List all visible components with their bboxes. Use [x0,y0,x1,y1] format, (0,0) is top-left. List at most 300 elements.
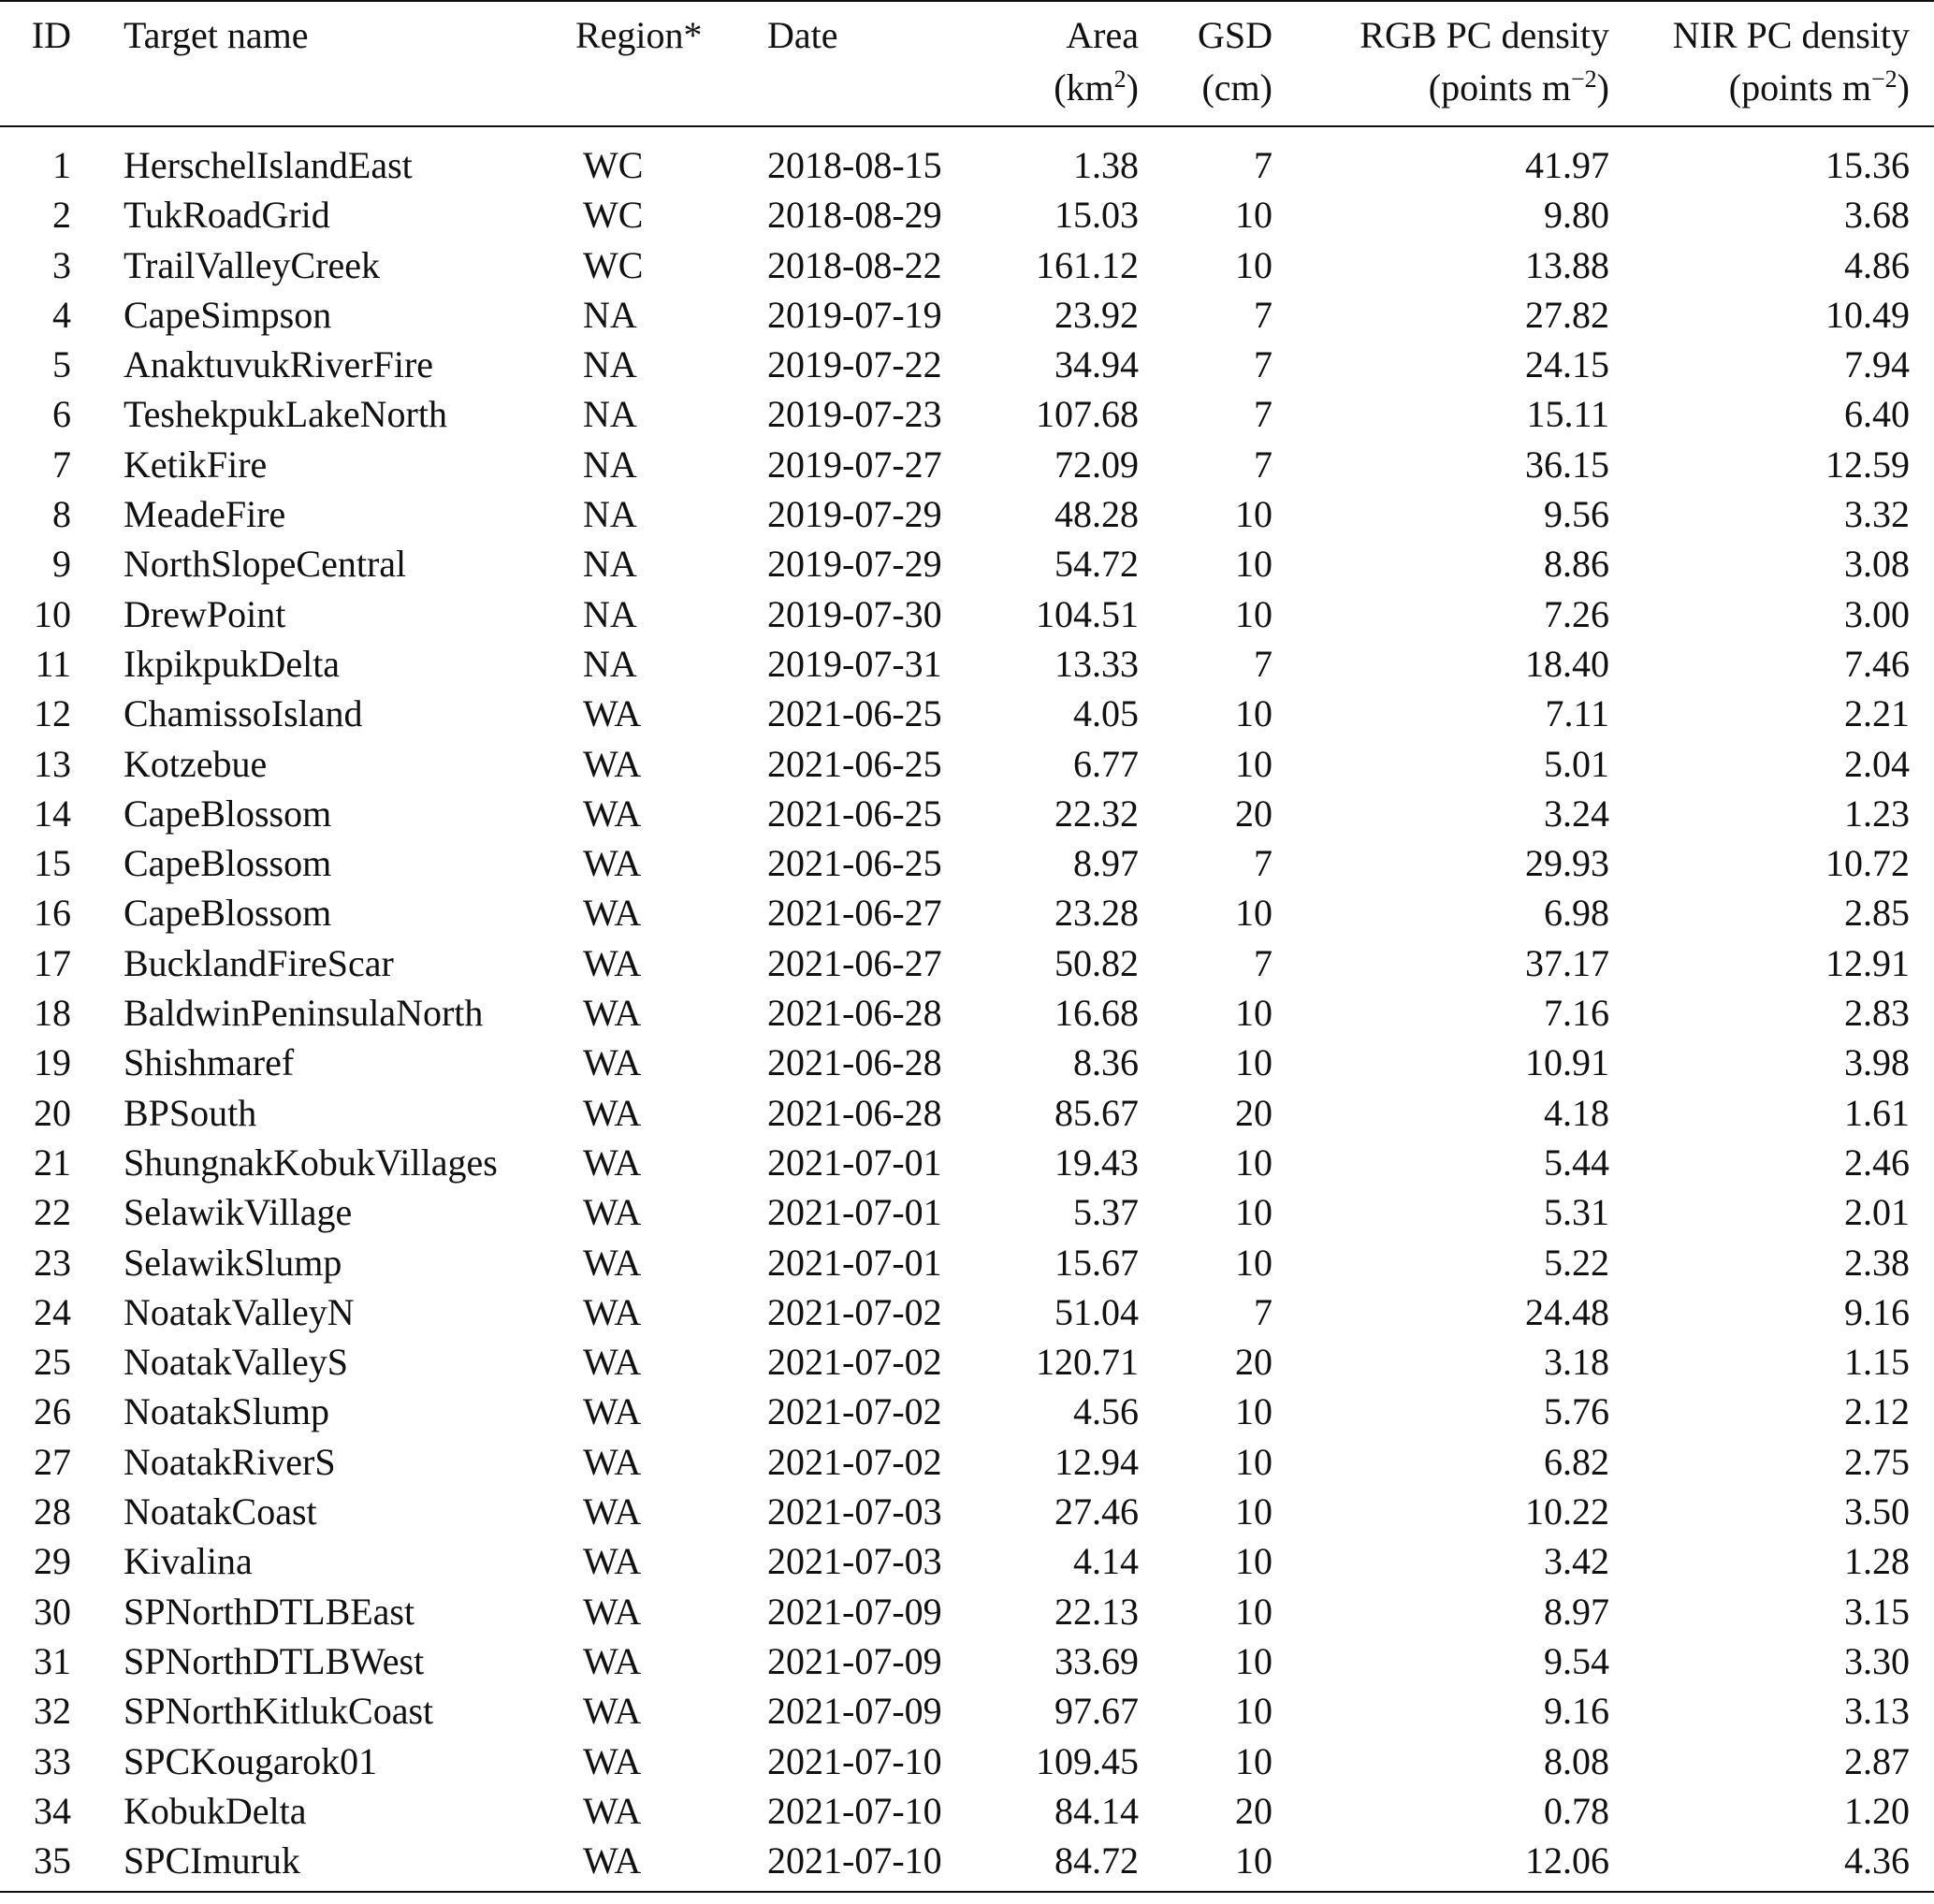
cell-gsd: 10 [1235,543,1272,586]
cell-id: 9 [52,543,71,586]
cell-nir-density: 1.28 [1844,1540,1910,1583]
cell-rgb-density: 9.80 [1544,194,1609,237]
cell-date: 2021-06-28 [767,1091,942,1134]
cell-gsd: 10 [1235,243,1272,286]
cell-nir-density: 2.87 [1844,1739,1910,1782]
cell-area: 23.92 [1054,293,1139,336]
cell-id: 30 [34,1590,71,1633]
table-row [0,389,1934,439]
cell-id: 6 [52,393,71,436]
table-row [0,1686,1934,1736]
cell-area: 50.82 [1054,941,1139,984]
cell-region: NA [583,293,637,336]
table-body [0,126,1934,1892]
cell-rgb-density: 3.18 [1544,1341,1609,1384]
cell-gsd: 7 [1254,293,1272,336]
cell-rgb-density: 8.08 [1544,1739,1609,1782]
cell-id: 22 [34,1191,71,1234]
cell-nir-density: 2.04 [1844,742,1910,785]
cell-rgb-density: 24.48 [1525,1290,1609,1333]
cell-id: 18 [34,992,71,1035]
cell-gsd: 10 [1235,1639,1272,1682]
cell-area: 84.72 [968,1836,1146,1892]
cell-area: 15.67 [1054,1241,1139,1284]
cell-nir-density: 1.20 [1844,1789,1910,1832]
table-row [0,988,1934,1038]
cell-rgb-density: 10.91 [1525,1041,1609,1084]
cell-target-name: AnaktuvukRiverFire [124,343,434,386]
cell-nir-density: 10.72 [1825,842,1910,885]
cell-target-name: IkpikpukDelta [124,642,341,685]
cell-gsd: 10 [1235,1590,1272,1633]
header-date: Date [767,14,838,56]
cell-target-name: SPNorthDTLBEast [124,1590,415,1633]
table-row [0,1287,1934,1337]
cell-target-name: NorthSlopeCentral [124,543,407,586]
cell-id: 27 [34,1440,71,1483]
header-rgb-unit [1282,62,1619,126]
cell-area: 161.12 [1036,243,1139,286]
cell-nir-density: 12.91 [1825,941,1910,984]
cell-id: 8 [52,493,71,536]
cell-region: WA [583,1341,642,1384]
cell-date: 2021-06-25 [767,842,942,885]
nir-unit-base: (points m [1728,66,1871,109]
cell-target-name: ShungnakKobukVillages [124,1141,498,1184]
header-nir-unit [1619,62,1934,126]
cell-date: 2021-07-02 [767,1390,942,1433]
cell-id: 32 [34,1690,71,1733]
cell-nir-density: 6.40 [1844,393,1910,436]
cell-id: 16 [34,892,71,935]
header-region-sub [538,62,767,126]
cell-nir-density: 2.85 [1844,892,1910,935]
cell-date: 2021-07-01 [767,1141,942,1184]
cell-date: 2021-06-25 [767,742,942,785]
cell-nir-density: 3.15 [1844,1590,1910,1633]
cell-area: 8.97 [1073,842,1139,885]
cell-region: WA [583,1440,642,1483]
header-rgb-density: RGB PC density [1360,14,1609,56]
table-row [0,1187,1934,1237]
cell-region: WA [583,1041,642,1084]
cell-nir-density: 12.59 [1825,443,1910,486]
cell-area: 97.67 [1054,1690,1139,1733]
cell-target-name: CapeBlossom [124,842,332,885]
cell-region: WA [583,892,642,935]
table-row [0,938,1934,988]
table-row [0,1238,1934,1287]
header-gsd: GSD [1197,14,1272,56]
cell-id: 4 [52,293,71,336]
cell-target-name: BucklandFireScar [124,941,394,984]
table-row [0,190,1934,240]
cell-id: 34 [34,1789,71,1832]
table-row [0,1038,1934,1087]
cell-region: WA [583,1191,642,1234]
cell-date: 2019-07-29 [767,493,942,536]
cell-date: 2018-08-15 [767,144,942,186]
cell-area: 13.33 [1054,642,1139,685]
cell-region: NA [583,493,637,536]
cell-target-name: CapeBlossom [124,792,332,835]
cell-rgb-density: 7.26 [1544,592,1609,635]
cell-rgb-density: 12.06 [1282,1836,1619,1892]
cell-region: WA [538,1836,767,1892]
cell-date: 2021-06-25 [767,692,942,735]
cell-date: 2021-07-02 [767,1341,942,1384]
table-header [0,0,1934,126]
cell-area: 85.67 [1054,1091,1139,1134]
cell-target-name: TukRoadGrid [124,194,330,237]
cell-rgb-density: 6.98 [1544,892,1609,935]
cell-rgb-density: 10.22 [1525,1490,1609,1533]
cell-target-name: CapeBlossom [124,892,332,935]
cell-nir-density: 2.83 [1844,992,1910,1035]
table-row [0,1587,1934,1636]
cell-region: NA [583,443,637,486]
cell-date: 2021-07-10 [767,1836,968,1892]
cell-gsd: 7 [1254,1290,1272,1333]
table-row [0,1636,1934,1686]
cell-target-name: SPCImuruk [75,1836,538,1892]
cell-area: 33.69 [1054,1639,1139,1682]
cell-date: 2018-08-22 [767,243,942,286]
cell-target-name: NoatakValleyS [124,1341,348,1384]
cell-rgb-density: 7.11 [1545,692,1609,735]
table-row [0,789,1934,838]
cell-target-name: KetikFire [124,443,268,486]
cell-id: 23 [34,1241,71,1284]
cell-target-name: BaldwinPeninsulaNorth [124,992,484,1035]
cell-gsd: 10 [1235,692,1272,735]
table-row [0,240,1934,290]
cell-rgb-density: 41.97 [1525,144,1609,186]
cell-id: 21 [34,1141,71,1184]
cell-gsd: 10 [1235,1241,1272,1284]
cell-nir-density: 7.94 [1844,343,1910,386]
cell-date: 2021-07-10 [767,1739,942,1782]
cell-date: 2021-06-25 [767,792,942,835]
cell-id: 17 [34,941,71,984]
cell-region: NA [583,642,637,685]
cell-region: WA [583,1091,642,1134]
cell-area: 54.72 [1054,543,1139,586]
cell-gsd: 10 [1235,1440,1272,1483]
cell-area: 51.04 [1054,1290,1139,1333]
cell-date: 2021-07-09 [767,1590,942,1633]
cell-date: 2021-07-01 [767,1191,942,1234]
cell-nir-density: 4.86 [1844,243,1910,286]
cell-target-name: CapeSimpson [124,293,332,336]
cell-gsd: 10 [1235,1540,1272,1583]
area-unit-base: (km [1054,66,1114,109]
cell-area: 48.28 [1054,493,1139,536]
cell-id: 28 [34,1490,71,1533]
cell-rgb-density: 5.22 [1544,1241,1609,1284]
cell-rgb-density: 13.88 [1525,243,1609,286]
cell-id: 3 [52,243,71,286]
table-row [0,589,1934,639]
header-name-sub [75,62,538,126]
cell-id: 7 [52,443,71,486]
cell-nir-density: 2.21 [1844,692,1910,735]
cell-area: 22.13 [1054,1590,1139,1633]
cell-gsd: 20 [1235,1341,1272,1384]
cell-area: 27.46 [1054,1490,1139,1533]
table-row [0,1786,1934,1836]
cell-nir-density: 1.61 [1844,1091,1910,1134]
cell-id: 12 [34,692,71,735]
cell-gsd: 20 [1235,792,1272,835]
rgb-unit-sup: −2 [1571,65,1597,93]
cell-area: 84.14 [1054,1789,1139,1832]
cell-date: 2019-07-31 [767,642,942,685]
cell-gsd: 7 [1254,941,1272,984]
header-id: ID [31,14,71,56]
cell-target-name: TrailValleyCreek [124,243,381,286]
cell-region: NA [583,343,637,386]
header-date-sub [767,62,968,126]
cell-nir-density: 2.01 [1844,1191,1910,1234]
cell-region: WA [583,1241,642,1284]
rgb-unit-base: (points m [1428,66,1571,109]
cell-gsd: 10 [1235,493,1272,536]
cell-date: 2021-07-09 [767,1690,942,1733]
cell-target-name: Shishmaref [124,1041,295,1084]
cell-area: 107.68 [1036,393,1139,436]
cell-target-name: SelawikVillage [124,1191,353,1234]
cell-target-name: SelawikSlump [124,1241,342,1284]
cell-gsd: 7 [1254,343,1272,386]
cell-date: 2021-07-03 [767,1540,942,1583]
cell-nir-density: 9.16 [1844,1290,1910,1333]
cell-region: WA [583,1141,642,1184]
cell-rgb-density: 3.42 [1544,1540,1609,1583]
cell-nir-density: 3.32 [1844,493,1910,536]
cell-gsd: 7 [1254,443,1272,486]
cell-region: WA [583,1590,642,1633]
cell-date: 2019-07-27 [767,443,942,486]
cell-date: 2019-07-30 [767,592,942,635]
cell-gsd: 10 [1235,742,1272,785]
cell-date: 2021-06-28 [767,992,942,1035]
cell-id: 31 [34,1639,71,1682]
cell-area: 72.09 [1054,443,1139,486]
cell-region: WA [583,1789,642,1832]
cell-rgb-density: 37.17 [1525,941,1609,984]
cell-nir-density: 3.13 [1844,1690,1910,1733]
cell-nir-density: 2.38 [1844,1241,1910,1284]
cell-nir-density: 1.15 [1844,1341,1910,1384]
cell-rgb-density: 3.24 [1544,792,1609,835]
area-unit-end: ) [1126,66,1139,109]
cell-id: 2 [52,194,71,237]
cell-region: NA [583,592,637,635]
cell-nir-density: 3.50 [1844,1490,1910,1533]
cell-date: 2019-07-29 [767,543,942,586]
cell-area: 1.38 [1073,144,1139,186]
cell-region: WA [583,1390,642,1433]
cell-region: WA [583,1290,642,1333]
table-row [0,1437,1934,1487]
cell-rgb-density: 15.11 [1526,393,1609,436]
cell-id: 35 [0,1836,75,1892]
cell-gsd: 10 [1235,1690,1272,1733]
header-row-1 [0,0,1934,62]
cell-nir-density: 15.36 [1825,144,1910,186]
table-row [0,639,1934,689]
cell-region: WA [583,1739,642,1782]
cell-target-name: NoatakSlump [124,1390,329,1433]
table-row [0,888,1934,937]
cell-region: WA [583,1690,642,1733]
cell-target-name: NoatakValleyN [124,1290,355,1333]
cell-nir-density: 2.75 [1844,1440,1910,1483]
cell-gsd: 10 [1235,194,1272,237]
cell-id: 24 [34,1290,71,1333]
cell-nir-density: 4.36 [1619,1836,1934,1892]
rgb-unit-end: ) [1596,66,1609,109]
header-gsd-unit: (cm) [1146,62,1282,126]
cell-area: 16.68 [1054,992,1139,1035]
cell-gsd: 10 [1235,1041,1272,1084]
cell-id: 14 [34,792,71,835]
table-row [0,739,1934,789]
cell-date: 2021-06-28 [767,1041,942,1084]
cell-nir-density: 7.46 [1844,642,1910,685]
cell-gsd: 10 [1235,992,1272,1035]
cell-id: 11 [35,642,71,685]
nir-unit-end: ) [1897,66,1910,109]
cell-date: 2021-07-03 [767,1490,942,1533]
table-row [0,1088,1934,1138]
cell-gsd: 20 [1235,1091,1272,1134]
cell-target-name: Kivalina [124,1540,253,1583]
table-row [0,1487,1934,1536]
table-row [0,539,1934,589]
cell-area: 12.94 [1054,1440,1139,1483]
cell-gsd: 10 [1235,1191,1272,1234]
cell-area: 109.45 [1036,1739,1139,1782]
cell-id: 1 [52,144,71,186]
cell-gsd: 10 [1235,1141,1272,1184]
cell-date: 2021-07-01 [767,1241,942,1284]
cell-area: 4.05 [1073,692,1139,735]
cell-date: 2021-06-27 [767,941,942,984]
cell-target-name: SPCKougarok01 [124,1739,378,1782]
cell-target-name: TeshekpukLakeNorth [124,393,447,436]
cell-rgb-density: 8.97 [1544,1590,1609,1633]
cell-nir-density: 2.46 [1844,1141,1910,1184]
cell-gsd: 10 [1146,1836,1282,1892]
table-row [0,1536,1934,1586]
cell-gsd: 7 [1254,393,1272,436]
cell-rgb-density: 5.31 [1544,1191,1609,1234]
cell-region: WA [583,941,642,984]
cell-nir-density: 3.00 [1844,592,1910,635]
table-row [0,689,1934,738]
cell-id: 25 [34,1341,71,1384]
cell-region: NA [583,393,637,436]
cell-rgb-density: 36.15 [1525,443,1609,486]
cell-date: 2021-06-27 [767,892,942,935]
cell-gsd: 20 [1235,1789,1272,1832]
cell-region: WA [583,842,642,885]
cell-gsd: 7 [1254,144,1272,186]
table-row [0,489,1934,539]
cell-area: 5.37 [1073,1191,1139,1234]
cell-rgb-density: 4.18 [1544,1091,1609,1134]
cell-region: WC [583,194,644,237]
cell-date: 2019-07-19 [767,293,942,336]
cell-region: WA [583,792,642,835]
cell-gsd: 10 [1235,1739,1272,1782]
cell-target-name: NoatakCoast [124,1490,317,1533]
table-row [0,838,1934,888]
cell-nir-density: 3.68 [1844,194,1910,237]
cell-area: 34.94 [1054,343,1139,386]
cell-area: 4.56 [1073,1390,1139,1433]
cell-region: WA [583,1639,642,1682]
cell-area: 4.14 [1073,1540,1139,1583]
cell-date: 2021-07-10 [767,1789,942,1832]
cell-id: 33 [34,1739,71,1782]
cell-region: WA [583,742,642,785]
cell-rgb-density: 29.93 [1525,842,1609,885]
cell-rgb-density: 8.86 [1544,543,1609,586]
cell-date: 2021-07-09 [767,1639,942,1682]
cell-area: 15.03 [1054,194,1139,237]
cell-region: WA [583,1540,642,1583]
cell-target-name: ChamissoIsland [124,692,363,735]
cell-nir-density: 10.49 [1825,293,1910,336]
cell-rgb-density: 6.82 [1544,1440,1609,1483]
table-row [0,1387,1934,1436]
cell-area: 19.43 [1054,1141,1139,1184]
table-row [0,1737,1934,1786]
nir-unit-sup: −2 [1871,65,1898,93]
cell-nir-density: 3.08 [1844,543,1910,586]
header-id-sub [0,62,75,126]
header-area: Area [1066,14,1139,56]
cell-nir-density: 1.23 [1844,792,1910,835]
cell-target-name: KobukDelta [124,1789,307,1832]
cell-id: 5 [52,343,71,386]
cell-rgb-density: 18.40 [1525,642,1609,685]
cell-gsd: 10 [1235,1390,1272,1433]
cell-gsd: 7 [1254,842,1272,885]
cell-nir-density: 3.98 [1844,1041,1910,1084]
cell-nir-density: 3.30 [1844,1639,1910,1682]
cell-target-name: NoatakRiverS [124,1440,336,1483]
cell-region: WC [583,144,644,186]
cell-date: 2021-07-02 [767,1290,942,1333]
cell-id: 20 [34,1091,71,1134]
cell-date: 2019-07-22 [767,343,942,386]
cell-gsd: 10 [1235,1490,1272,1533]
cell-area: 120.71 [1036,1341,1139,1384]
cell-date: 2018-08-29 [767,194,942,237]
cell-area: 23.28 [1054,892,1139,935]
cell-target-name: HerschelIslandEast [124,144,413,186]
cell-gsd: 7 [1254,642,1272,685]
cell-date: 2021-07-02 [767,1440,942,1483]
header-area-unit [968,62,1146,126]
cell-id: 10 [34,592,71,635]
cell-gsd: 10 [1235,592,1272,635]
cell-region: WA [583,992,642,1035]
